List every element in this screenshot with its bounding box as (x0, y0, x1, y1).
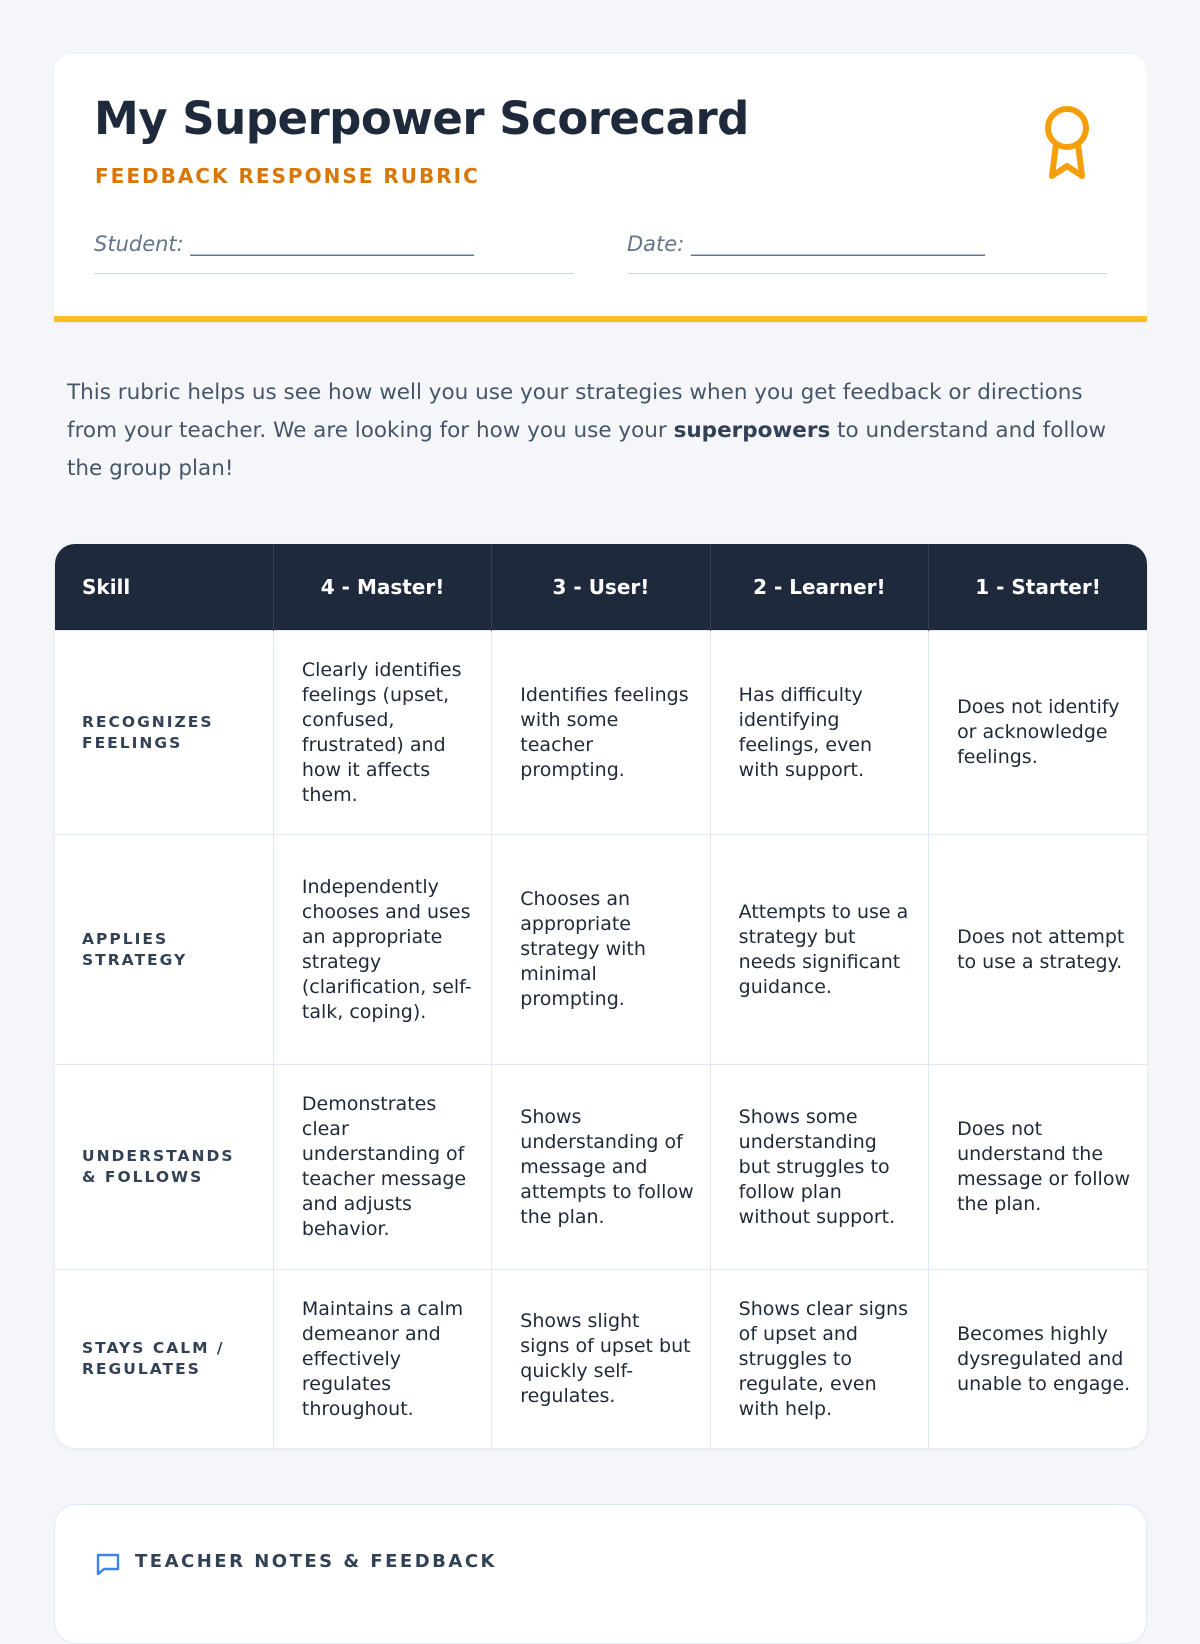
rubric-cell: Clearly identifies feelings (upset, confused, frustrated) and how it affects them. (273, 631, 491, 835)
teacher-notes-title: TEACHER NOTES & FEEDBACK (135, 1551, 497, 1572)
rubric-cell: Shows clear signs of upset and struggles to regulate, even with help. (710, 1270, 928, 1449)
intro-text-bold: superpowers (673, 418, 831, 443)
student-field[interactable]: Student: ___________________________ (94, 232, 574, 274)
rubric-cell: Becomes highly dysregulated and unable to engage. (929, 1270, 1147, 1449)
skill-label: STAYS CALM / REGULATES (55, 1270, 273, 1449)
header-card (54, 54, 1147, 322)
rubric-cell: Does not attempt to use a strategy. (929, 835, 1147, 1065)
rubric-cell: Independently chooses and uses an appropriate strategy (clarification, self-talk, coping). (273, 835, 491, 1065)
rubric-table (55, 544, 1147, 1448)
intro-text-end: to understand and follow the group plan! (67, 418, 1107, 481)
column-header-skill: Skill (55, 544, 273, 631)
column-header-starter: 1 - Starter! (929, 544, 1147, 631)
page-subtitle: FEEDBACK RESPONSE RUBRIC (95, 164, 480, 188)
table-header-row (55, 544, 1147, 631)
teacher-notes-card (54, 1504, 1147, 1644)
rubric-cell: Maintains a calm demeanor and effectively regulates throughout. (273, 1270, 491, 1449)
chat-bubble-icon (95, 1551, 121, 1577)
rubric-cell: Chooses an appropriate strategy with minimal prompting. (492, 835, 710, 1065)
skill-label: RECOGNIZES FEELINGS (55, 631, 273, 835)
column-header-master: 4 - Master! (273, 544, 491, 631)
rubric-cell: Shows understanding of message and attempts to follow the plan. (492, 1065, 710, 1270)
rubric-cell: Attempts to use a strategy but needs significant guidance. (710, 835, 928, 1065)
skill-label: UNDERSTANDS & FOLLOWS (55, 1065, 273, 1270)
rubric-cell: Demonstrates clear understanding of teacher message and adjusts behavior. (273, 1065, 491, 1270)
rubric-cell: Does not understand the message or follow the plan. (929, 1065, 1147, 1270)
award-ribbon-icon (1039, 104, 1095, 182)
column-header-user: 3 - User! (492, 544, 710, 631)
rubric-cell: Shows some understanding but struggles to follow plan without support. (710, 1065, 928, 1270)
rubric-cell: Does not identify or acknowledge feelings. (929, 631, 1147, 835)
rubric-cell: Has difficulty identifying feelings, even with support. (710, 631, 928, 835)
rubric-cell: Identifies feelings with some teacher prompting. (492, 631, 710, 835)
intro-text-start: This rubric helps us see how well you use your strategies when you get feedback or directions from your teacher. We are looking for how you use your (67, 380, 1083, 443)
rubric-cell: Shows slight signs of upset but quickly self-regulates. (492, 1270, 710, 1449)
intro-text (67, 374, 1127, 488)
table-row (55, 1065, 1147, 1270)
table-row (55, 835, 1147, 1065)
page-title: My Superpower Scorecard (94, 92, 749, 145)
table-row (55, 1270, 1147, 1449)
date-field[interactable]: Date: ____________________________ (627, 232, 1107, 274)
column-header-learner: 2 - Learner! (710, 544, 928, 631)
table-row (55, 631, 1147, 835)
skill-label: APPLIES STRATEGY (55, 835, 273, 1065)
